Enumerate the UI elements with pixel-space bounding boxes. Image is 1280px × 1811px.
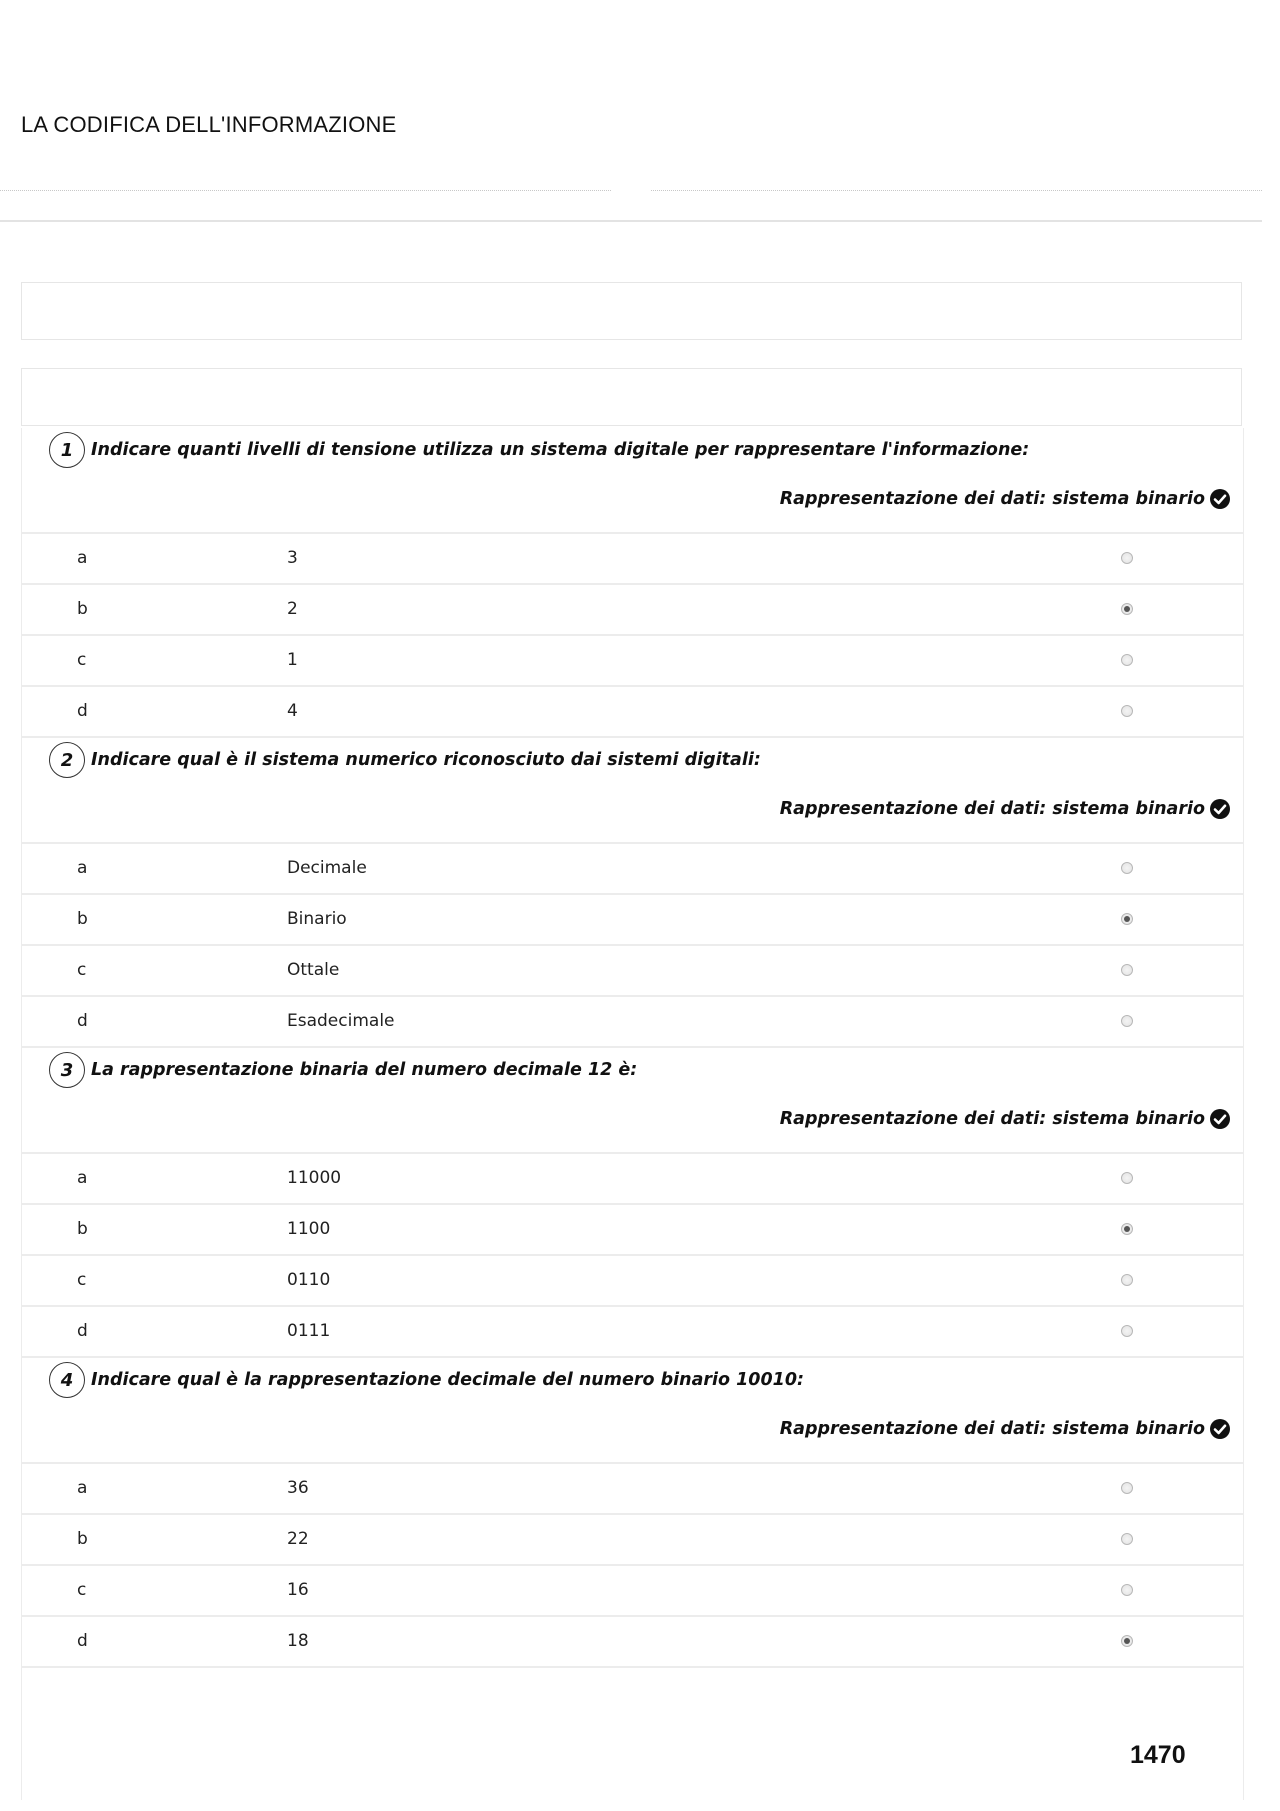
answer-letter: d xyxy=(77,1631,88,1651)
page-title: LA CODIFICA DELL'INFORMAZIONE xyxy=(21,112,397,137)
answer-letter: c xyxy=(77,1270,87,1290)
answer-letter: b xyxy=(77,599,88,619)
answer-letter: a xyxy=(77,548,88,568)
category-tag xyxy=(780,1108,1231,1130)
answer-row[interactable] xyxy=(22,534,1243,585)
answer-radio[interactable] xyxy=(1121,552,1133,564)
answer-text: 36 xyxy=(287,1478,309,1498)
answer-row[interactable] xyxy=(22,1256,1243,1307)
check-circle-icon xyxy=(1209,488,1231,510)
answer-radio[interactable] xyxy=(1121,1172,1133,1184)
question-number-badge: 1 xyxy=(49,432,85,468)
answer-row[interactable] xyxy=(22,946,1243,997)
answer-radio[interactable] xyxy=(1121,1635,1133,1647)
question-row xyxy=(22,738,1243,782)
answer-text: 2 xyxy=(287,599,298,619)
answer-row[interactable] xyxy=(22,1515,1243,1566)
answer-row[interactable] xyxy=(22,1566,1243,1617)
answer-row[interactable] xyxy=(22,844,1243,895)
question-block-1 xyxy=(22,428,1243,738)
question-number-badge: 3 xyxy=(49,1052,85,1088)
category-label: Rappresentazione dei dati: sistema binario xyxy=(779,1109,1205,1129)
answer-text: Decimale xyxy=(287,858,367,878)
answer-text: 1 xyxy=(287,650,298,670)
empty-panel-second xyxy=(21,368,1242,426)
answer-row[interactable] xyxy=(22,895,1243,946)
answer-row[interactable] xyxy=(22,1617,1243,1668)
answer-text: Esadecimale xyxy=(287,1011,395,1031)
answer-letter: a xyxy=(77,1478,88,1498)
answer-row[interactable] xyxy=(22,585,1243,636)
question-row xyxy=(22,428,1243,472)
answer-text: 0111 xyxy=(287,1321,331,1341)
category-row xyxy=(22,472,1243,534)
question-text: La rappresentazione binaria del numero decimale 12 è: xyxy=(91,1060,638,1080)
answer-letter: d xyxy=(77,701,88,721)
answer-row[interactable] xyxy=(22,1464,1243,1515)
quiz-container xyxy=(21,428,1244,1800)
answer-radio[interactable] xyxy=(1121,1533,1133,1545)
answer-text: 0110 xyxy=(287,1270,331,1290)
answer-letter: d xyxy=(77,1011,88,1031)
header-divider xyxy=(0,220,1262,222)
answer-radio[interactable] xyxy=(1121,862,1133,874)
answer-letter: d xyxy=(77,1321,88,1341)
answer-letter: c xyxy=(77,650,87,670)
answer-text: 11000 xyxy=(287,1168,342,1188)
answer-text: 16 xyxy=(287,1580,309,1600)
question-row xyxy=(22,1048,1243,1092)
check-circle-icon xyxy=(1209,798,1231,820)
answer-row[interactable] xyxy=(22,997,1243,1048)
question-row xyxy=(22,1358,1243,1402)
answer-row[interactable] xyxy=(22,1154,1243,1205)
answer-text: 22 xyxy=(287,1529,309,1549)
answer-row[interactable] xyxy=(22,1307,1243,1358)
question-block-2 xyxy=(22,738,1243,1048)
answer-letter: b xyxy=(77,909,88,929)
answer-text: 3 xyxy=(287,548,298,568)
question-number-badge: 2 xyxy=(49,742,85,778)
answer-radio[interactable] xyxy=(1121,964,1133,976)
answer-text: 1100 xyxy=(287,1219,331,1239)
question-block-3 xyxy=(22,1048,1243,1358)
answer-letter: b xyxy=(77,1219,88,1239)
category-row xyxy=(22,782,1243,844)
answer-radio[interactable] xyxy=(1121,654,1133,666)
category-tag xyxy=(780,1418,1231,1440)
empty-panel-top xyxy=(21,282,1242,340)
answer-letter: a xyxy=(77,1168,88,1188)
question-text: Indicare quanti livelli di tensione utilizza un sistema digitale per rappresentare l'informazione: xyxy=(91,440,1030,460)
category-tag xyxy=(780,488,1231,510)
question-block-4 xyxy=(22,1358,1243,1668)
answer-text: Binario xyxy=(287,909,347,929)
answer-radio[interactable] xyxy=(1121,1482,1133,1494)
answer-radio[interactable] xyxy=(1121,1015,1133,1027)
dotted-divider-right xyxy=(651,190,1262,191)
check-circle-icon xyxy=(1209,1418,1231,1440)
answer-radio[interactable] xyxy=(1121,705,1133,717)
answer-text: 4 xyxy=(287,701,298,721)
question-text: Indicare qual è il sistema numerico riconosciuto dai sistemi digitali: xyxy=(91,750,761,770)
answer-radio[interactable] xyxy=(1121,603,1133,615)
category-row xyxy=(22,1402,1243,1464)
answer-text: Ottale xyxy=(287,960,340,980)
answer-text: 18 xyxy=(287,1631,309,1651)
dotted-divider-left xyxy=(0,190,611,191)
category-row xyxy=(22,1092,1243,1154)
answer-radio[interactable] xyxy=(1121,1223,1133,1235)
category-tag xyxy=(780,798,1231,820)
category-label: Rappresentazione dei dati: sistema binario xyxy=(779,489,1205,509)
answer-row[interactable] xyxy=(22,1205,1243,1256)
answer-letter: b xyxy=(77,1529,88,1549)
answer-letter: c xyxy=(77,960,87,980)
answer-radio[interactable] xyxy=(1121,1274,1133,1286)
check-circle-icon xyxy=(1209,1108,1231,1130)
page-number: 1470 xyxy=(1130,1741,1186,1769)
question-text: Indicare qual è la rappresentazione decimale del numero binario 10010: xyxy=(91,1370,804,1390)
answer-row[interactable] xyxy=(22,636,1243,687)
answer-radio[interactable] xyxy=(1121,1584,1133,1596)
question-number-badge: 4 xyxy=(49,1362,85,1398)
answer-row[interactable] xyxy=(22,687,1243,738)
category-label: Rappresentazione dei dati: sistema binario xyxy=(779,1419,1205,1439)
answer-radio[interactable] xyxy=(1121,1325,1133,1337)
answer-letter: c xyxy=(77,1580,87,1600)
answer-radio[interactable] xyxy=(1121,913,1133,925)
category-label: Rappresentazione dei dati: sistema binario xyxy=(779,799,1205,819)
answer-letter: a xyxy=(77,858,88,878)
